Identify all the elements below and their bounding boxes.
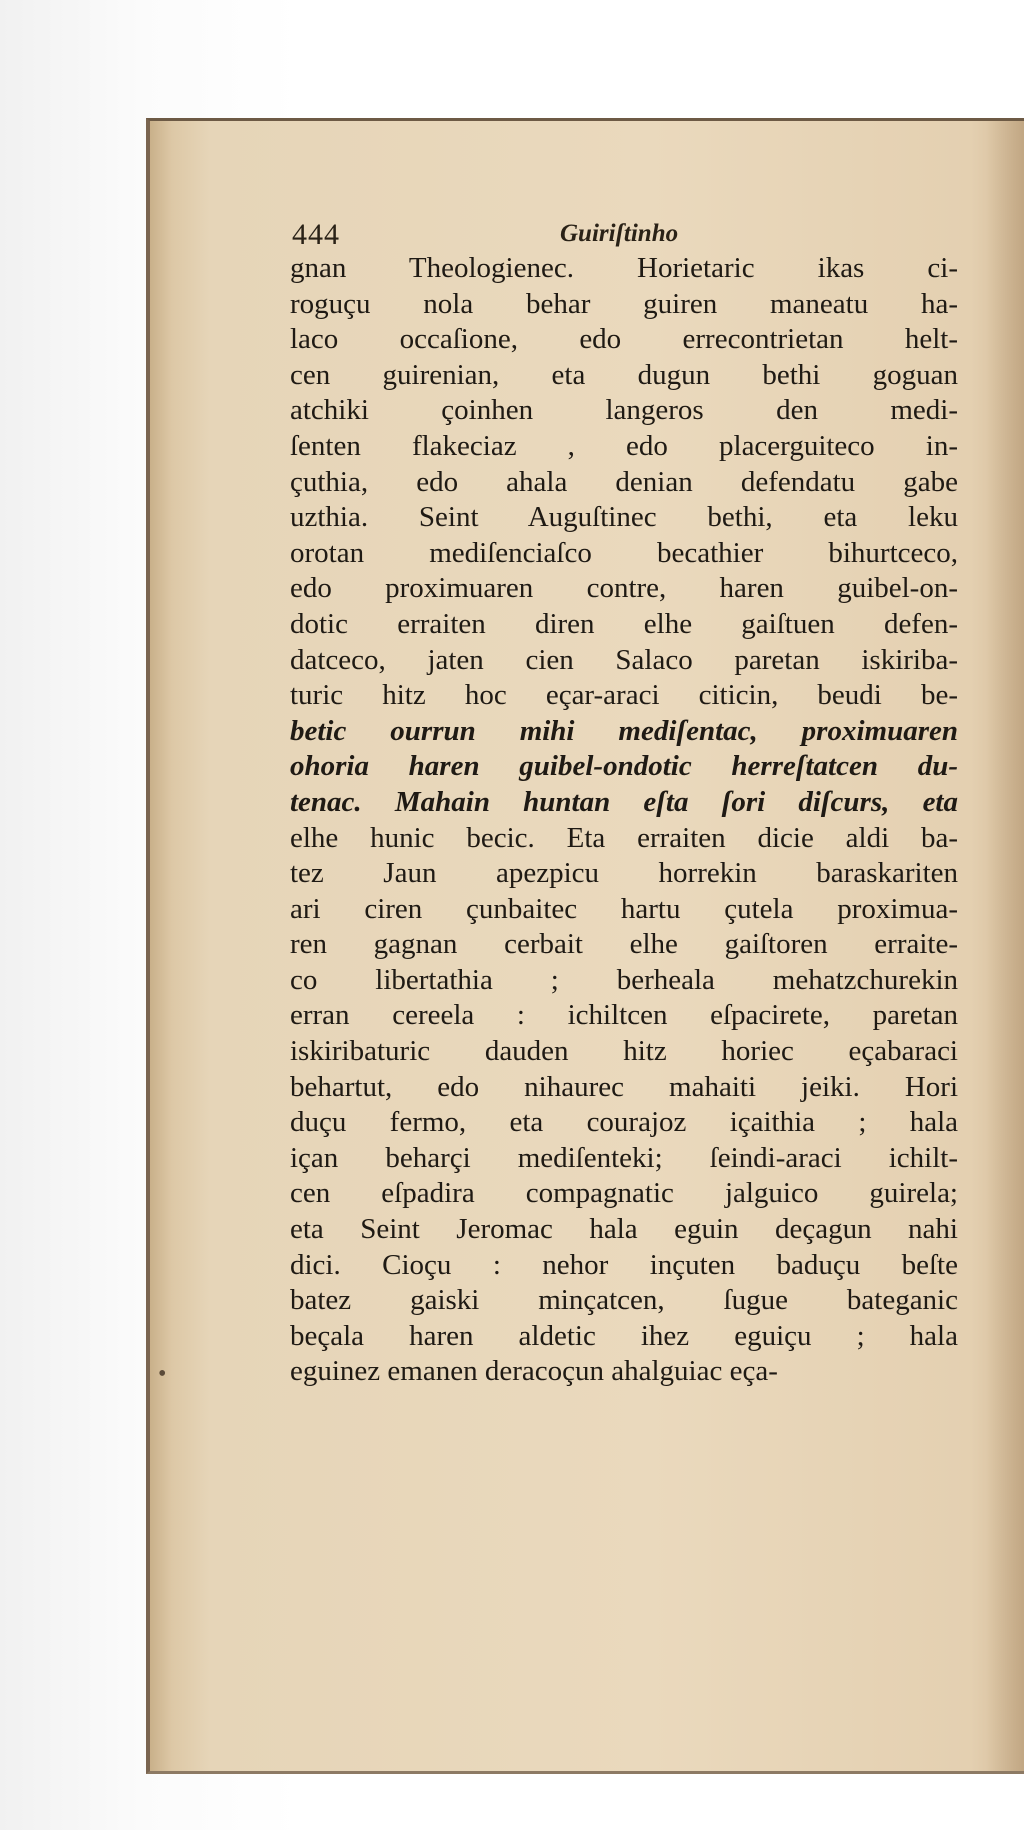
text-line: dotic erraiten diren elhe gaiſtuen defen- (290, 607, 958, 640)
margin-mark: • (158, 1361, 167, 1387)
text-line: eta Seint Jeromac hala eguin deçagun nahi (290, 1213, 958, 1246)
running-head: Guiriſtinho (560, 220, 679, 247)
text-line: içan beharçi mediſenteki; ſeindi-araci ichilt- (290, 1141, 958, 1174)
text-line: cen eſpadira compagnatic jalguico guirela; (290, 1177, 958, 1210)
page-number: 444 (292, 218, 340, 251)
book-page (146, 118, 1024, 1774)
text-line: co libertathia ; berheala mehatzchurekin (290, 963, 958, 996)
text-line: turic hitz hoc eçar-araci citicin, beudi be- (290, 679, 958, 712)
body-text (290, 251, 958, 1390)
text-line: duçu fermo, eta courajoz içaithia ; hala (290, 1106, 958, 1139)
text-line: dici. Cioçu : nehor inçuten baduçu beſte (290, 1248, 958, 1281)
text-line: ohoria haren guibel-ondotic herreſtatcen du- (290, 750, 958, 783)
text-line: gnan Theologienec. Horietaric ikas ci- (290, 252, 958, 284)
text-line: batez gaiski minçatcen, ſugue bateganic (290, 1284, 958, 1317)
text-line: datceco, jaten cien Salaco paretan iskiriba- (290, 643, 958, 676)
text-line: roguçu nola behar guiren maneatu ha- (290, 287, 958, 320)
text-line: çuthia, edo ahala denian defendatu gabe (290, 465, 958, 498)
text-line: iskiribaturic dauden hitz horiec eçabaraci (290, 1035, 958, 1068)
text-line: tez Jaun apezpicu horrekin baraskariten (290, 857, 958, 890)
text-line: ren gagnan cerbait elhe gaiſtoren erraite- (290, 928, 958, 961)
text-line: cen guirenian, eta dugun bethi goguan (290, 358, 958, 391)
text-line: behartut, edo nihaurec mahaiti jeiki. Hori (290, 1070, 958, 1103)
text-line: eguinez emanen deracoçun ahalguiac eça- (290, 1355, 778, 1388)
text-line: ſenten flakeciaz , edo placerguiteco in- (290, 429, 958, 462)
text-line: betic ourrun mihi mediſentac, proximuaren (290, 714, 958, 747)
text-line: edo proximuaren contre, haren guibel-on- (290, 572, 958, 605)
text-line: laco occaſione, edo errecontrietan helt- (290, 323, 958, 356)
text-line: elhe hunic becic. Eta erraiten dicie aldi ba- (290, 821, 958, 854)
text-line: beçala haren aldetic ihez eguiçu ; hala (290, 1319, 958, 1352)
text-line: orotan mediſenciaſco becathier bihurtceco, (290, 536, 958, 569)
text-line: erran cereela : ichiltcen eſpacirete, paretan (290, 999, 958, 1032)
text-line: atchiki çoinhen langeros den medi- (290, 394, 958, 427)
text-line: ari ciren çunbaitec hartu çutela proximua- (290, 892, 958, 925)
text-line: tenac. Mahain huntan eſta ſori diſcurs, eta (290, 785, 958, 818)
text-line: uzthia. Seint Auguſtinec bethi, eta leku (290, 501, 958, 534)
